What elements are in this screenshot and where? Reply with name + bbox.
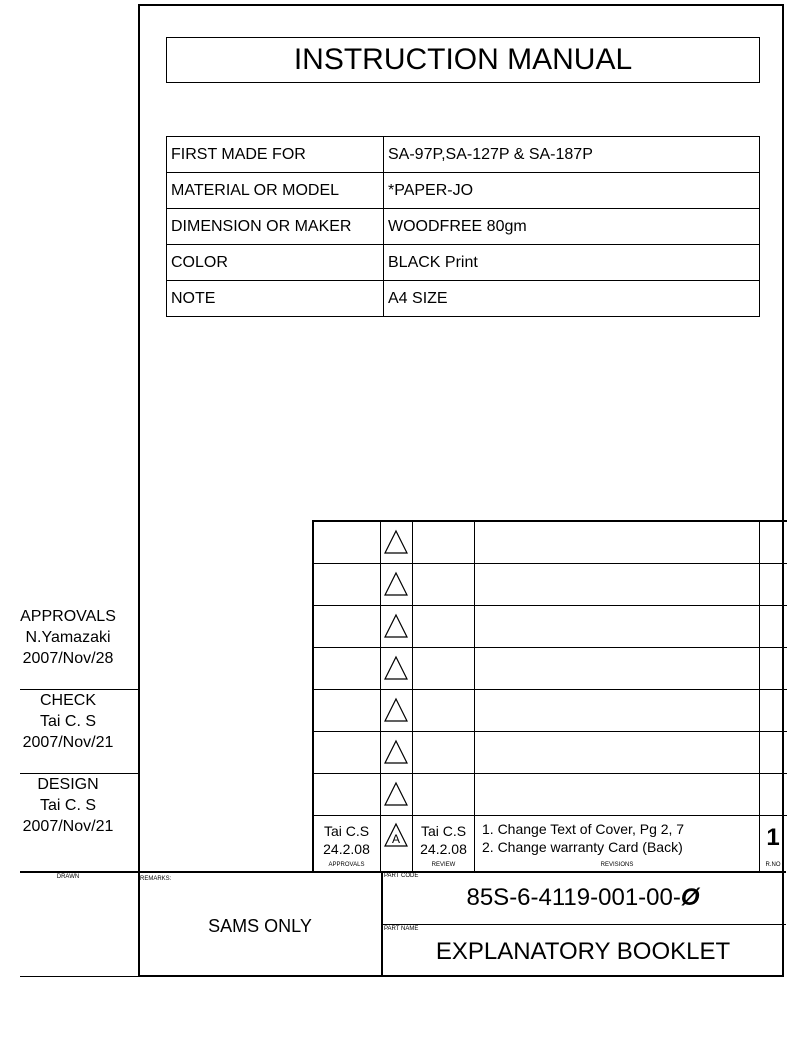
check-block xyxy=(0,690,136,753)
spec-row xyxy=(167,137,760,173)
revision-triangle-icon xyxy=(383,697,409,723)
revision-triangle-icon xyxy=(383,529,409,555)
spec-row xyxy=(167,173,760,209)
design-date: 2007/Nov/21 xyxy=(22,818,114,835)
part-code-suffix: Ø xyxy=(680,884,700,911)
spec-label: MATERIAL OR MODEL xyxy=(167,173,384,209)
spec-row xyxy=(167,281,760,317)
revision-review-date: 24.2.08 xyxy=(420,841,467,857)
spec-label: NOTE xyxy=(167,281,384,317)
revision-line-2: 2. Change warranty Card (Back) xyxy=(482,839,683,855)
part-code-label: PART CODE xyxy=(384,873,419,879)
spec-label: FIRST MADE FOR xyxy=(167,137,384,173)
header-approvals: APPROVALS xyxy=(328,862,365,868)
approvals-block xyxy=(0,606,136,669)
revision-mark: A xyxy=(391,832,400,846)
design-label: DESIGN xyxy=(37,776,99,793)
revision-number: 1 xyxy=(766,824,780,851)
design-name: Tai C. S xyxy=(39,797,96,814)
spec-value: BLACK Print xyxy=(384,245,760,281)
approvals-name: N.Yamazaki xyxy=(25,629,111,646)
header-rno: R.NO xyxy=(765,862,781,868)
spec-label: COLOR xyxy=(167,245,384,281)
spec-value: A4 SIZE xyxy=(384,281,760,317)
revision-triangle-icon xyxy=(383,781,409,807)
part-name-value: EXPLANATORY BOOKLET xyxy=(435,938,731,965)
spec-label: DIMENSION OR MAKER xyxy=(167,209,384,245)
approvals-label: APPROVALS xyxy=(20,608,116,625)
revision-triangle-icon xyxy=(383,655,409,681)
design-block xyxy=(0,774,136,837)
check-label: CHECK xyxy=(39,692,96,709)
spec-table xyxy=(166,136,760,317)
spec-row xyxy=(167,209,760,245)
drawn-label: DRAWN xyxy=(56,874,80,880)
revision-triangle-icon xyxy=(383,739,409,765)
part-name-label: PART NAME xyxy=(384,926,419,932)
revision-triangle-icon xyxy=(383,571,409,597)
revision-reviewer xyxy=(413,822,474,858)
check-name: Tai C. S xyxy=(39,713,96,730)
revision-approver-name: Tai C.S xyxy=(323,823,370,839)
check-date: 2007/Nov/21 xyxy=(22,734,114,751)
spec-row xyxy=(167,245,760,281)
header-revisions: REVISIONS xyxy=(600,862,634,868)
revision-triangle-icon xyxy=(383,613,409,639)
revision-approve-date: 24.2.08 xyxy=(323,841,370,857)
revision-reviewer-name: Tai C.S xyxy=(420,823,467,839)
revision-description xyxy=(482,820,684,856)
remarks-label: REMARKS: xyxy=(140,876,172,882)
spec-value: *PAPER-JO xyxy=(384,173,760,209)
page-title: INSTRUCTION MANUAL xyxy=(166,37,760,83)
spec-value: SA-97P,SA-127P & SA-187P xyxy=(384,137,760,173)
spec-value: WOODFREE 80gm xyxy=(384,209,760,245)
remarks-value: SAMS ONLY xyxy=(208,916,312,936)
part-code xyxy=(382,884,784,912)
revision-line-1: 1. Change Text of Cover, Pg 2, 7 xyxy=(482,821,685,837)
revision-approver xyxy=(313,822,380,858)
header-review: REVIEW xyxy=(431,862,456,868)
approvals-date: 2007/Nov/28 xyxy=(22,650,114,667)
part-code-value: 85S-6-4119-001-00- xyxy=(466,884,681,911)
